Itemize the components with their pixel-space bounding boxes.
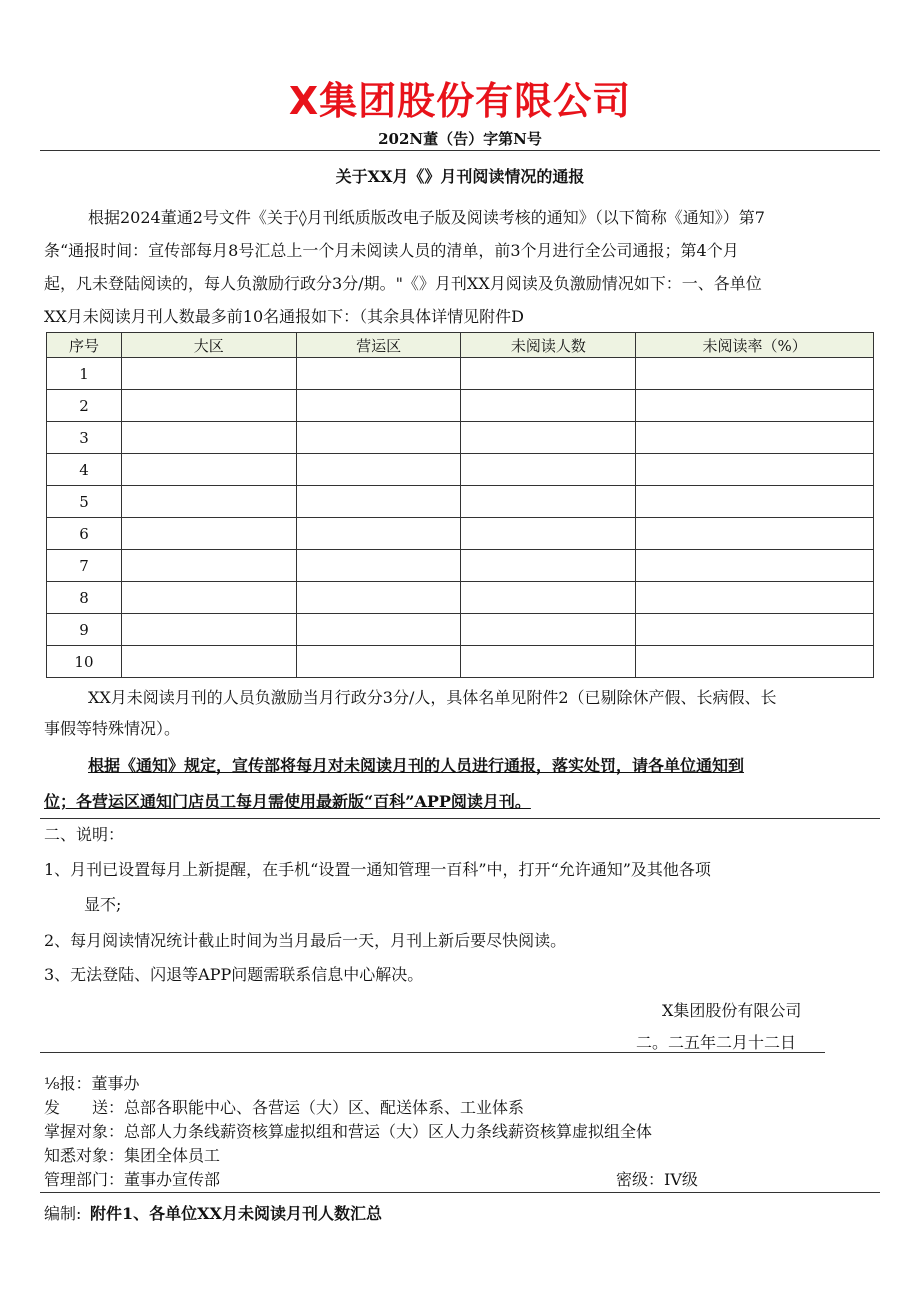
notice-line-2: 位；各营运区通知门店员工每月需使用最新版“百科”APP阅读月刊。 — [44, 792, 531, 811]
table-header-row — [47, 333, 874, 358]
intro-line-1: 根据2024董通2号文件《关于◊月刊纸质版改电子版及阅读考核的通知》（以下简称《通知》）第7 — [88, 208, 765, 227]
row-index: 10 — [47, 646, 122, 678]
send-to-value: 总部各职能中心、各营运（大）区、配送体系、工业体系 — [124, 1098, 525, 1117]
row-index: 1 — [47, 358, 122, 390]
unread-ranking-table — [46, 332, 874, 678]
header-divider — [40, 150, 880, 151]
explain-item-3: 3、无法登陆、闪退等APP问题需联系信息中心解决。 — [44, 965, 424, 984]
row-index: 9 — [47, 614, 122, 646]
row-index: 6 — [47, 518, 122, 550]
explain-item-2: 2、每月阅读情况统计截止时间为当月最后一天，月刊上新后要尽快阅读。 — [44, 931, 567, 950]
penalty-line-1: XX月未阅读月刊的人员负激励当月行政分3分/人，具体名单见附件2（已剔除休产假、长病假、长 — [88, 688, 777, 707]
notice-line-1: 根据《通知》规定，宣传部将每月对未阅读月刊的人员进行通报，落实处罚，请各单位通知到 — [88, 756, 745, 775]
send-to-label: 发 送： — [44, 1098, 125, 1117]
master-label: 掌握对象： — [44, 1122, 125, 1141]
secret-level: 密级：IV级 — [616, 1170, 698, 1189]
row-index: 7 — [47, 550, 122, 582]
table-row — [47, 422, 874, 454]
editor-label: 编制: — [44, 1204, 82, 1223]
signature-divider — [40, 1052, 825, 1053]
intro-line-3: 起，凡未登陆阅读的，每人负激励行政分3分/期。"《》月刊XX月阅读及负激励情况如下：一、各单位 — [44, 274, 762, 293]
attachment-title: 附件1、各单位XX月未阅读月刊人数汇总 — [90, 1204, 382, 1223]
col-header-unread-rate: 未阅读率（%） — [636, 333, 874, 358]
col-header-unread-count: 未阅读人数 — [461, 333, 636, 358]
notice-subject: 关于XX月《》月刊阅读情况的通报 — [335, 167, 585, 186]
distribution-divider — [40, 1192, 880, 1193]
table-row — [47, 454, 874, 486]
company-title: X集团股份有限公司 — [288, 79, 632, 123]
document-number: 202N董（告）字第N号 — [378, 130, 542, 148]
table-row — [47, 614, 874, 646]
table-row — [47, 358, 874, 390]
intro-line-2: 条“通报时间：宣传部每月8号汇总上一个月未阅读人员的清单，前3个月进行全公司通报；第4个月 — [44, 241, 739, 260]
know-label: 知悉对象： — [44, 1146, 125, 1165]
row-index: 2 — [47, 390, 122, 422]
row-index: 5 — [47, 486, 122, 518]
penalty-line-2: 事假等特殊情况）。 — [44, 719, 181, 738]
col-header-index: 序号 — [47, 333, 122, 358]
explain-title: 二、说明： — [44, 825, 125, 844]
table-row — [47, 390, 874, 422]
table-row — [47, 518, 874, 550]
table-row — [47, 550, 874, 582]
table-row — [47, 582, 874, 614]
dept-label: 管理部门： — [44, 1170, 125, 1189]
signature-company: X集团股份有限公司 — [662, 1001, 802, 1020]
dept-value: 董事办宣传部 — [124, 1170, 221, 1189]
master-value: 总部人力条线薪资核算虚拟组和营运（大）区人力条线薪资核算虚拟组全体 — [124, 1122, 653, 1141]
explain-item-1: 1、月刊已设置每月上新提醒，在手机“设置一通知管理一百科”中，打开“允许通知”及其他各项 — [44, 860, 711, 879]
table-row — [47, 486, 874, 518]
row-index: 4 — [47, 454, 122, 486]
table-row — [47, 646, 874, 678]
know-value: 集团全体员工 — [124, 1146, 221, 1165]
explain-item-1-cont: 显不; — [84, 895, 122, 914]
signature-date: 二。二五年二月十二日 — [636, 1033, 797, 1052]
notice-divider — [40, 818, 880, 819]
row-index: 8 — [47, 582, 122, 614]
col-header-region: 大区 — [121, 333, 296, 358]
row-index: 3 — [47, 422, 122, 454]
intro-line-4: XX月未阅读月刊人数最多前10名通报如下：（其余具体详情见附件D — [44, 307, 524, 326]
report-to: ⅛报：董事办 — [44, 1074, 140, 1093]
col-header-operation-area: 营运区 — [296, 333, 461, 358]
